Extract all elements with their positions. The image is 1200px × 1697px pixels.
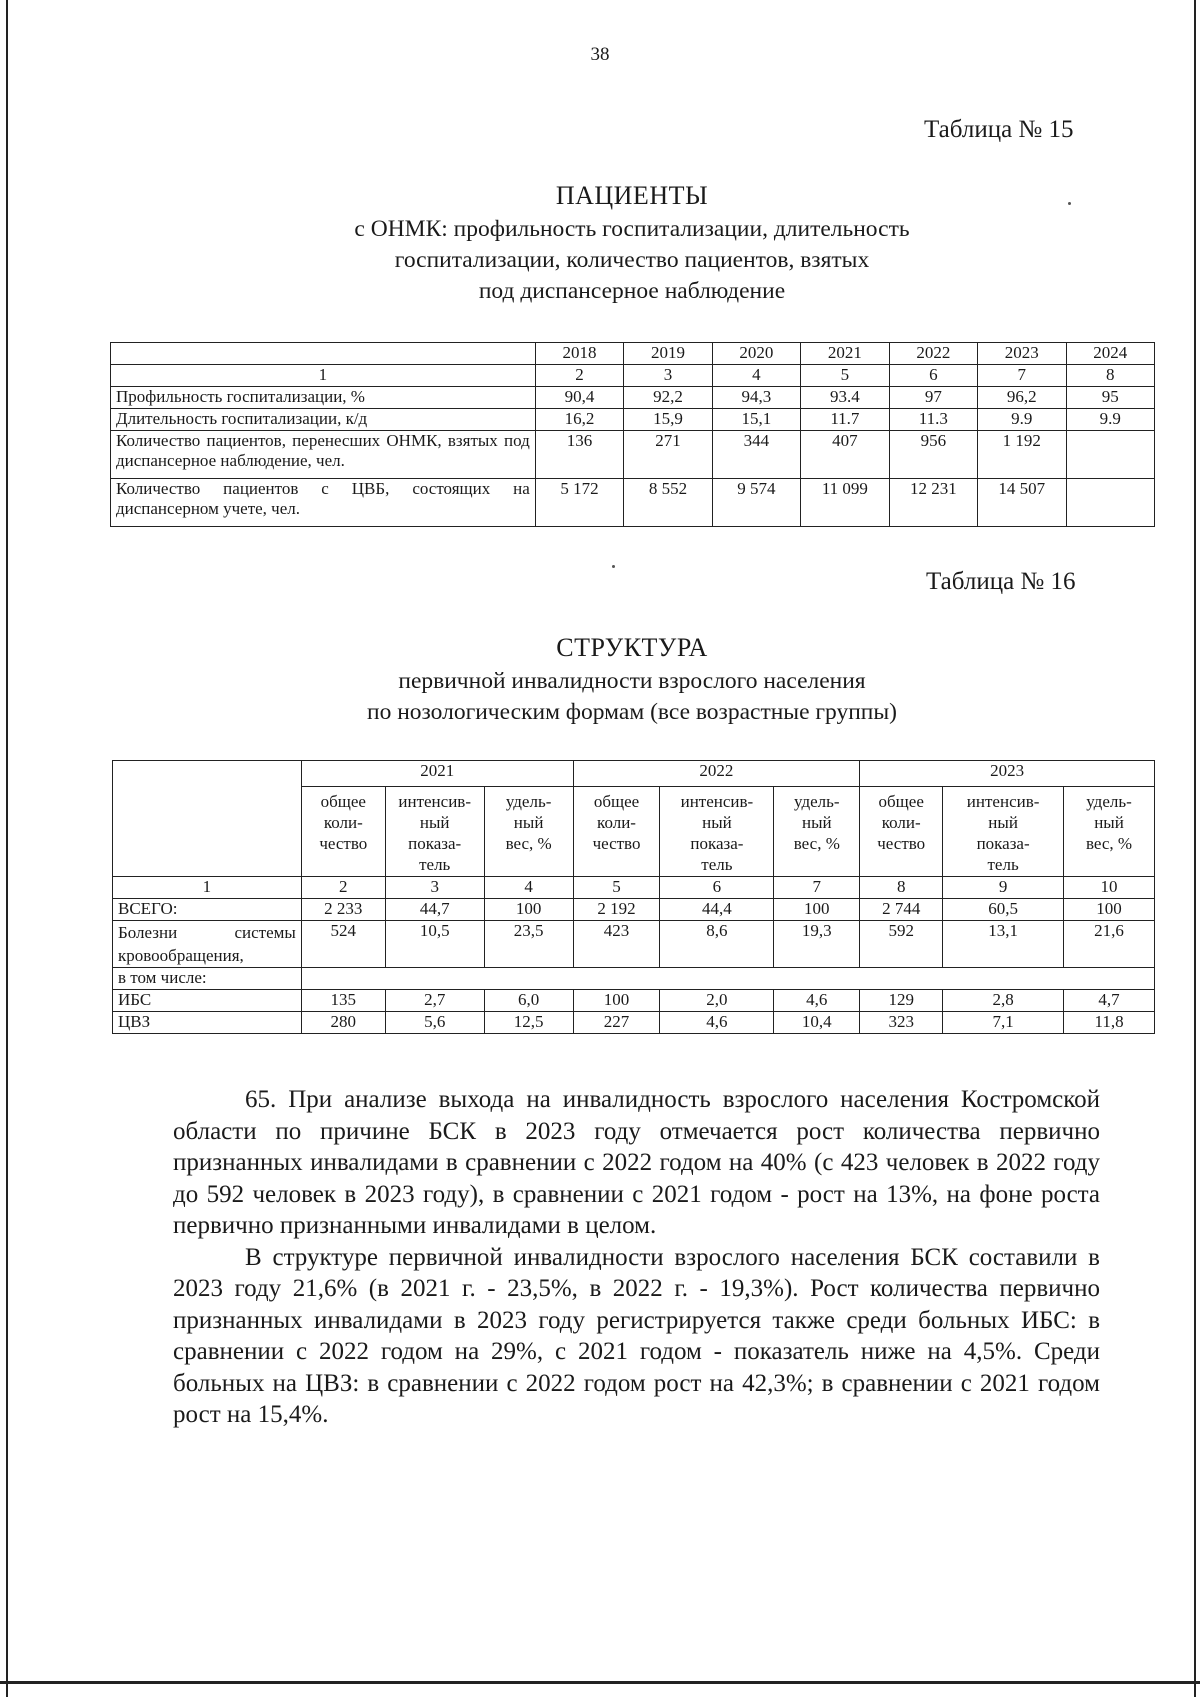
table-16-col-number: 8 [860, 877, 943, 899]
table-15-subtitle-line: госпитализации, количество пациентов, взятых [394, 247, 870, 273]
table-16-year-row [113, 761, 1155, 787]
table-16-col-number: 2 [301, 877, 385, 899]
body-text [173, 1084, 1100, 1431]
table-16-cell: 21,6 [1064, 921, 1155, 968]
table-15-col-number: 3 [624, 365, 712, 387]
table-16-cell: 44,4 [660, 899, 774, 921]
table-16-subheader [484, 787, 573, 877]
table-16-col-number: 10 [1064, 877, 1155, 899]
table-15-cell: 956 [889, 431, 977, 479]
row-label-line [118, 921, 296, 944]
scan-dot [1068, 202, 1071, 205]
table-15-cell: 11.7 [801, 409, 889, 431]
subheader-line: коли- [323, 813, 363, 832]
table-15-cell: 14 507 [978, 479, 1066, 527]
table-16-cell: 423 [573, 921, 660, 968]
table-16-cell: 44,7 [385, 899, 484, 921]
table-15-year-header: 2021 [801, 343, 889, 365]
table-15-col-number: 6 [889, 365, 977, 387]
subheader-line: тель [987, 855, 1019, 874]
table-16-cell: 100 [484, 899, 573, 921]
table-16-col-number: 6 [660, 877, 774, 899]
table-16-cell: 4,6 [660, 1012, 774, 1034]
subheader-line: удель- [794, 792, 840, 811]
table-16-column-number-row [113, 877, 1155, 899]
table-16-cell: 19,3 [774, 921, 860, 968]
table-16-cell: 2 192 [573, 899, 660, 921]
table-15-year-header: 2024 [1066, 343, 1154, 365]
table-16-col-number: 7 [774, 877, 860, 899]
table-15-cell: 11 099 [801, 479, 889, 527]
scan-dot [612, 565, 615, 568]
table-16-cell: 129 [860, 990, 943, 1012]
table-15-row-label: Профильность госпитализации, % [111, 387, 536, 409]
table-15-row-label: Количество пациентов с ЦВБ, состоящих на диспансерном учете, чел. [111, 479, 536, 527]
table-15-col-number: 7 [978, 365, 1066, 387]
table-15-cell: 16,2 [535, 409, 623, 431]
table-16-subtitle-line: первичной инвалидности взрослого населения [398, 668, 866, 694]
paragraph: В структуре первичной инвалидности взрослого населения БСК составили в 2023 году 21,6% (в 2021 г. - 23,5%, в 2022 г. - 19,3%). Рост количества первично признанных инвалидами в 2023 году регистрируется также среди больных ИБС: в сравнении с 2022 годом на 29%, с 2021 годом - показатель ниже на 4,5%. Среди больных на ЦВЗ: в сравнении с 2022 годом рост на 42,3%; в сравнении с 2021 годом рост на 15,4%. [173, 1243, 1100, 1428]
subheader-line: коли- [881, 813, 921, 832]
table-15-cell: 136 [535, 431, 623, 479]
table-15-cell: 93.4 [801, 387, 889, 409]
subheader-line: общее [320, 792, 366, 811]
table-16-col-number: 4 [484, 877, 573, 899]
table-16-row-label: в том числе: [113, 968, 302, 990]
table-15-col-number: 2 [535, 365, 623, 387]
table-16-cell: 10,5 [385, 921, 484, 968]
table-16-cell: 6,0 [484, 990, 573, 1012]
subheader-line: вес, % [1085, 834, 1133, 853]
table-16-row [113, 921, 1155, 968]
table-15-cell: 407 [801, 431, 889, 479]
table-16-cell: 4,7 [1064, 990, 1155, 1012]
table-15-row [111, 387, 1155, 409]
table-16-cell: 8,6 [660, 921, 774, 968]
table-16-cell: 323 [860, 1012, 943, 1034]
table-15-label: Таблица № 15 [924, 116, 1074, 143]
table-15-cell: 8 552 [624, 479, 712, 527]
table-15-cell: 92,2 [624, 387, 712, 409]
table-16-col-number: 9 [943, 877, 1064, 899]
table-15-cell: 9 574 [712, 479, 800, 527]
subheader-line: ный [513, 813, 544, 832]
table-16-row [113, 968, 1155, 990]
table-15-row [111, 479, 1155, 527]
table-16-subheader [573, 787, 660, 877]
subheader-line: интенсив- [966, 792, 1040, 811]
table-16-subtitle-line: по нозологическим формам (все возрастные группы) [367, 699, 897, 725]
table-16-cell: 10,4 [774, 1012, 860, 1034]
table-16-subheader [660, 787, 774, 877]
table-16-cell: 592 [860, 921, 943, 968]
table-15-cell: 95 [1066, 387, 1154, 409]
table-16-cell: 23,5 [484, 921, 573, 968]
table-15-cell: 96,2 [978, 387, 1066, 409]
table-16-year-header: 2023 [860, 761, 1155, 787]
table-16-year-header: 2022 [573, 761, 860, 787]
table-15-col-number: 4 [712, 365, 800, 387]
table-16-row [113, 1012, 1155, 1034]
paragraph: 65. При анализе выхода на инвалидность взрослого населения Костромской области по причине БСК в 2023 году отмечается рост количества первично признанных инвалидами в сравнении с 2022 годом на 40% (с 423 человек в 2022 году до 592 человек в 2023 году), в сравнении с 2021 годом - рост на 13%, на фоне роста первично признанными инвалидами в целом. [173, 1086, 1100, 1239]
table-16-cell: 2,7 [385, 990, 484, 1012]
table-15-row-label: Количество пациентов, перенесших ОНМК, взятых под диспансерное наблюдение, чел. [111, 431, 536, 479]
table-15-row-label: Длительность госпитализации, к/д [111, 409, 536, 431]
table-16-subheader [1064, 787, 1155, 877]
table-15-cell: 1 192 [978, 431, 1066, 479]
table-15-column-number-row [111, 365, 1155, 387]
table-15-subtitle-line: под диспансерное наблюдение [478, 278, 786, 304]
table-15-year-header: 2018 [535, 343, 623, 365]
page-number: 38 [590, 44, 610, 65]
table-16-cell: 2 233 [301, 899, 385, 921]
table-16-cell: 12,5 [484, 1012, 573, 1034]
subheader-line: показа- [690, 834, 744, 853]
subheader-line: тель [701, 855, 733, 874]
subheader-line: вес, % [793, 834, 840, 853]
table-15-year-header: 2019 [624, 343, 712, 365]
subheader-line: интенсив- [680, 792, 754, 811]
row-label-word: системы [234, 923, 296, 942]
subheader-line: ный [988, 813, 1018, 832]
table-16-row [113, 899, 1155, 921]
table-16-subheader [385, 787, 484, 877]
subheader-line: ный [801, 813, 832, 832]
table-15-cell: 94,3 [712, 387, 800, 409]
table-16-col-number: 1 [113, 877, 302, 899]
subheader-line: ный [702, 813, 732, 832]
table-15-corner-cell [111, 343, 536, 365]
table-15-col-number: 1 [111, 365, 536, 387]
table-15-cell [1066, 431, 1154, 479]
subheader-line: ный [1094, 813, 1124, 832]
table-15-row [111, 431, 1155, 479]
table-15-subtitle-line: с ОНМК: профильность госпитализации, длительность [354, 216, 910, 242]
table-15 [110, 342, 1155, 527]
subheader-line: чество [319, 834, 368, 853]
table-15-cell: 271 [624, 431, 712, 479]
table-15-cell: 9.9 [1066, 409, 1154, 431]
table-16-cell: 100 [774, 899, 860, 921]
table-16-cell: 60,5 [943, 899, 1064, 921]
table-15-row [111, 409, 1155, 431]
table-15-cell: 90,4 [535, 387, 623, 409]
table-15-cell: 15,1 [712, 409, 800, 431]
table-16-cell: 227 [573, 1012, 660, 1034]
table-16-subheader [774, 787, 860, 877]
table-16-row [113, 990, 1155, 1012]
subheader-line: тель [419, 855, 451, 874]
table-15-year-header: 2020 [712, 343, 800, 365]
table-15-cell: 15,9 [624, 409, 712, 431]
table-15-year-header: 2023 [978, 343, 1066, 365]
table-15-cell: 344 [712, 431, 800, 479]
row-label-word: Болезни [118, 923, 178, 942]
page-border-bottom [0, 1681, 1200, 1684]
subheader-line: общее [593, 792, 640, 811]
table-16-row-label: ВСЕГО: [113, 899, 302, 921]
table-16-title: СТРУКТУРА [556, 633, 708, 662]
table-16-cell: 5,6 [385, 1012, 484, 1034]
subheader-line: чество [877, 834, 926, 853]
table-16-subheader [860, 787, 943, 877]
table-16-cell: 2,8 [943, 990, 1064, 1012]
table-16 [112, 760, 1155, 1034]
subheader-line: коли- [597, 813, 636, 832]
table-16-subheader [301, 787, 385, 877]
table-16-cell: 11,8 [1064, 1012, 1155, 1034]
subheader-line: удель- [505, 792, 552, 811]
table-16-title-block [0, 630, 1200, 728]
table-16-row-label: ЦВЗ [113, 1012, 302, 1034]
table-16-empty-span [301, 968, 1154, 990]
subheader-line: чество [592, 834, 641, 853]
table-16-cell: 524 [301, 921, 385, 968]
table-16-cell: 7,1 [943, 1012, 1064, 1034]
table-16-cell: 100 [1064, 899, 1155, 921]
subheader-line: показа- [408, 834, 462, 853]
subheader-line: вес, % [505, 834, 552, 853]
table-16-label: Таблица № 16 [926, 568, 1076, 595]
table-15-cell: 11.3 [889, 409, 977, 431]
table-16-corner-cell [113, 761, 302, 877]
table-15-cell: 97 [889, 387, 977, 409]
table-16-year-header: 2021 [301, 761, 573, 787]
subheader-line: интенсив- [398, 792, 471, 811]
table-16-cell: 4,6 [774, 990, 860, 1012]
table-16-cell: 280 [301, 1012, 385, 1034]
subheader-line: удель- [1086, 792, 1132, 811]
table-16-subheader [943, 787, 1064, 877]
table-16-col-number: 3 [385, 877, 484, 899]
table-15-cell: 9.9 [978, 409, 1066, 431]
subheader-line: общее [878, 792, 924, 811]
table-15-cell [1066, 479, 1154, 527]
table-16-cell: 2 744 [860, 899, 943, 921]
table-15-year-header: 2022 [889, 343, 977, 365]
table-15-title: ПАЦИЕНТЫ [555, 181, 709, 210]
subheader-line: показа- [976, 834, 1030, 853]
table-15-year-row [111, 343, 1155, 365]
table-16-cell: 13,1 [943, 921, 1064, 968]
table-15-cell: 5 172 [535, 479, 623, 527]
table-16-row-label: ИБС [113, 990, 302, 1012]
table-15-col-number: 8 [1066, 365, 1154, 387]
row-label-line: кровообращения, [118, 946, 244, 965]
table-15-cell: 12 231 [889, 479, 977, 527]
subheader-line: ный [419, 813, 450, 832]
table-16-cell: 100 [573, 990, 660, 1012]
table-15-title-block [0, 178, 1200, 307]
table-16-col-number: 5 [573, 877, 660, 899]
table-16-row-label [113, 921, 302, 968]
table-16-cell: 135 [301, 990, 385, 1012]
table-15-col-number: 5 [801, 365, 889, 387]
table-16-cell: 2,0 [660, 990, 774, 1012]
